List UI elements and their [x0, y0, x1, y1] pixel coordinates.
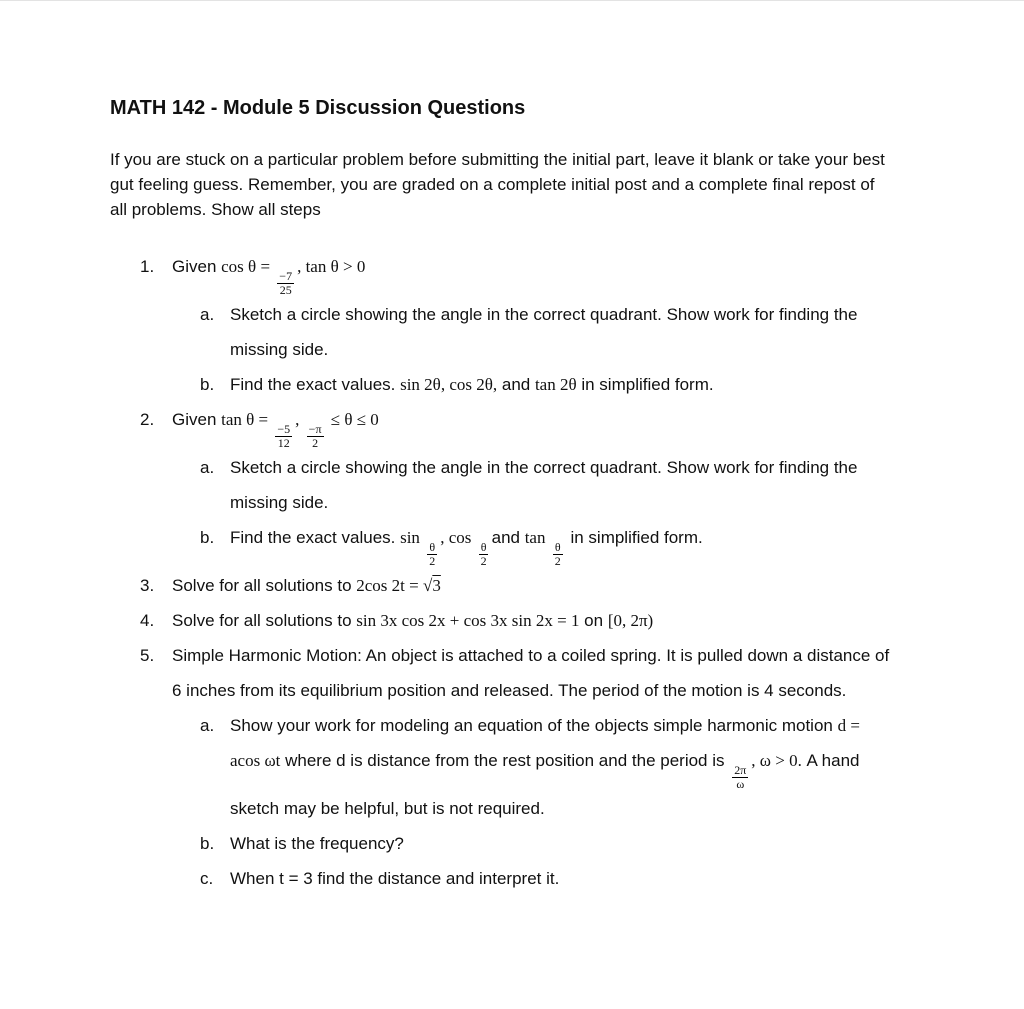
text-segment: A hand sketch may be helpful, but is not required. — [230, 751, 860, 818]
text-segment: Sketch a circle showing the angle in the correct quadrant. Show work for finding the missing side. — [230, 305, 858, 359]
question-2a-label: a. — [200, 458, 215, 477]
question-5c-label: c. — [200, 869, 214, 888]
question-2-number: 2. — [140, 410, 155, 429]
question-5a — [200, 708, 892, 826]
text-segment: and — [491, 528, 525, 547]
fraction-denominator: 2 — [429, 554, 436, 568]
fraction-numerator: −7 — [279, 269, 293, 283]
question-2a-text — [230, 450, 892, 520]
question-5a-text — [230, 708, 892, 826]
question-5c-text — [230, 861, 892, 896]
question-1b — [200, 367, 892, 402]
math-segment: [0, 2π) — [607, 611, 654, 630]
intro-paragraph: If you are stuck on a particular problem before submitting the initial part, leave it blank or take your best gut feeling guess. Remember, you are graded on a complete initial post and a complete final repost of all problems. Show all steps — [110, 150, 885, 219]
question-3 — [140, 568, 892, 603]
question-1 — [140, 249, 892, 297]
text-segment: in simplified form. — [565, 528, 703, 547]
question-2a — [200, 450, 892, 520]
question-5-text — [172, 638, 892, 708]
question-5b-label: b. — [200, 834, 215, 853]
question-3-text — [172, 568, 892, 603]
text-segment: Find the exact values. — [230, 528, 401, 547]
sqrt-expression — [423, 576, 441, 595]
fraction-numerator: θ — [429, 540, 436, 554]
text-segment: on — [579, 611, 608, 630]
question-5b-text — [230, 826, 892, 861]
text-segment: What is the frequency? — [230, 834, 404, 853]
math-segment: , tan θ > 0 — [297, 257, 366, 276]
question-2b-label: b. — [200, 528, 215, 547]
question-5a-label: a. — [200, 716, 215, 735]
radical-sign: √ — [423, 576, 433, 595]
question-4-text — [172, 603, 892, 638]
question-1-text — [172, 249, 892, 297]
fraction — [427, 541, 437, 568]
fraction-denominator: 2 — [312, 436, 319, 450]
page-title: MATH 142 - Module 5 Discussion Questions — [110, 97, 526, 119]
text-segment: When t = 3 find the distance and interpret it. — [230, 869, 560, 888]
math-segment: d = acos ωt — [230, 716, 860, 770]
question-1a — [200, 297, 892, 367]
text-segment: Given — [172, 410, 222, 429]
math-segment: , ω > 0. — [751, 751, 802, 770]
text-segment: Given — [172, 257, 222, 276]
fraction-numerator: 2π — [734, 763, 747, 777]
fraction-denominator: 25 — [279, 283, 292, 297]
fraction — [479, 541, 489, 568]
fraction — [553, 541, 563, 568]
question-3-number: 3. — [140, 576, 155, 595]
question-5b — [200, 826, 892, 861]
math-segment: tan — [524, 528, 550, 547]
math-segment: , cos — [440, 528, 476, 547]
question-1b-label: b. — [200, 375, 215, 394]
fraction-numerator: −π — [308, 422, 322, 436]
math-segment: sin — [400, 528, 425, 547]
text-segment: in simplified form. — [576, 375, 714, 394]
text-segment: Simple Harmonic Motion: An object is attached to a coiled spring. It is pulled down a distance of 6 inches from its equilibrium position and released. The period of the motion is 4 seconds. — [172, 646, 890, 700]
math-segment: cos θ = — [221, 257, 275, 276]
radicand: 3 — [432, 576, 441, 595]
question-2 — [140, 402, 892, 450]
fraction — [732, 764, 748, 791]
text-segment: and — [497, 375, 535, 394]
question-5c — [200, 861, 892, 896]
question-4-number: 4. — [140, 611, 155, 630]
fraction-denominator: 12 — [277, 436, 290, 450]
math-segment: tan 2θ — [534, 375, 577, 394]
math-segment: , — [295, 410, 304, 429]
fraction — [277, 270, 294, 297]
question-2b — [200, 520, 892, 568]
math-segment: sin 2θ, cos 2θ, — [400, 375, 498, 394]
text-segment: where d is distance from the rest position and the period is — [280, 751, 730, 770]
math-segment: tan θ = — [221, 410, 273, 429]
fraction-numerator: θ — [480, 540, 487, 554]
fraction-denominator: ω — [736, 777, 745, 791]
question-5-number: 5. — [140, 646, 155, 665]
fraction — [275, 423, 292, 450]
fraction-denominator: 2 — [480, 554, 487, 568]
question-2b-text — [230, 520, 892, 568]
fraction-denominator: 2 — [554, 554, 561, 568]
math-segment: 2cos 2t = — [356, 576, 423, 595]
text-segment: Show your work for modeling an equation of the objects simple harmonic motion — [230, 716, 838, 735]
text-segment: Solve for all solutions to — [172, 611, 357, 630]
question-1a-text — [230, 297, 892, 367]
text-segment: Sketch a circle showing the angle in the correct quadrant. Show work for finding the missing side. — [230, 458, 858, 512]
text-segment: Find the exact values. — [230, 375, 401, 394]
question-5 — [140, 638, 892, 708]
math-segment: ≤ θ ≤ 0 — [326, 410, 379, 429]
question-4 — [140, 603, 892, 638]
question-2-text — [172, 402, 892, 450]
question-1b-text — [230, 367, 892, 402]
fraction-numerator: −5 — [277, 422, 291, 436]
question-1-number: 1. — [140, 257, 155, 276]
text-segment: Solve for all solutions to — [172, 576, 357, 595]
fraction — [307, 423, 324, 450]
math-segment: sin 3x cos 2x + cos 3x sin 2x = 1 — [356, 611, 580, 630]
question-1a-label: a. — [200, 305, 215, 324]
fraction-numerator: θ — [554, 540, 561, 554]
